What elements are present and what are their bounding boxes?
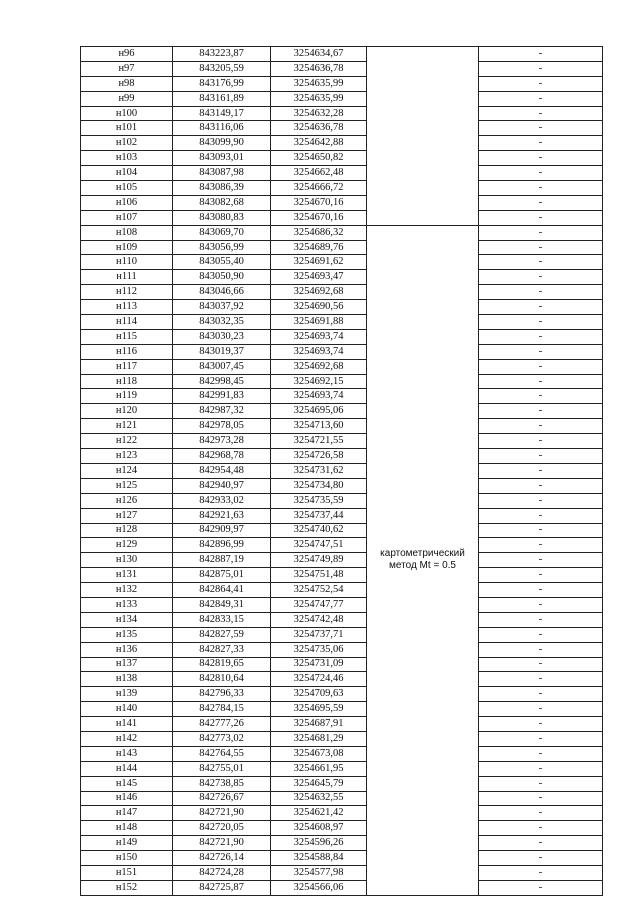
- point-number-cell: н126: [81, 493, 173, 508]
- point-number-cell: н110: [81, 255, 173, 270]
- coordinates-table: [80, 46, 603, 896]
- extra-cell: -: [479, 285, 603, 300]
- x-coordinate-cell: 843099,90: [173, 136, 271, 151]
- point-number-cell: н151: [81, 865, 173, 880]
- table-row: [81, 463, 603, 478]
- x-coordinate-cell: 842827,33: [173, 642, 271, 657]
- extra-cell: -: [479, 791, 603, 806]
- table-row: [81, 880, 603, 895]
- x-coordinate-cell: 842933,02: [173, 493, 271, 508]
- y-coordinate-cell: 3254690,56: [271, 300, 367, 315]
- extra-cell: -: [479, 61, 603, 76]
- x-coordinate-cell: 843205,59: [173, 61, 271, 76]
- extra-cell: -: [479, 806, 603, 821]
- y-coordinate-cell: 3254693,74: [271, 389, 367, 404]
- extra-cell: -: [479, 627, 603, 642]
- extra-cell: -: [479, 136, 603, 151]
- x-coordinate-cell: 843050,90: [173, 270, 271, 285]
- extra-cell: -: [479, 225, 603, 240]
- y-coordinate-cell: 3254636,78: [271, 121, 367, 136]
- y-coordinate-cell: 3254734,80: [271, 478, 367, 493]
- y-coordinate-cell: 3254662,48: [271, 166, 367, 181]
- point-number-cell: н97: [81, 61, 173, 76]
- point-number-cell: н113: [81, 300, 173, 315]
- point-number-cell: н144: [81, 761, 173, 776]
- extra-cell: -: [479, 315, 603, 330]
- x-coordinate-cell: 843055,40: [173, 255, 271, 270]
- table-row: [81, 627, 603, 642]
- y-coordinate-cell: 3254735,59: [271, 493, 367, 508]
- table-row: [81, 717, 603, 732]
- point-number-cell: н116: [81, 344, 173, 359]
- table-row: [81, 702, 603, 717]
- table-row: [81, 523, 603, 538]
- x-coordinate-cell: 843069,70: [173, 225, 271, 240]
- point-number-cell: н115: [81, 329, 173, 344]
- x-coordinate-cell: 843086,39: [173, 181, 271, 196]
- extra-cell: -: [479, 776, 603, 791]
- x-coordinate-cell: 842833,15: [173, 612, 271, 627]
- extra-cell: -: [479, 746, 603, 761]
- y-coordinate-cell: 3254695,06: [271, 404, 367, 419]
- x-coordinate-cell: 843161,89: [173, 91, 271, 106]
- extra-cell: -: [479, 523, 603, 538]
- table-row: [81, 210, 603, 225]
- x-coordinate-cell: 842909,97: [173, 523, 271, 538]
- x-coordinate-cell: 843087,98: [173, 166, 271, 181]
- extra-cell: -: [479, 166, 603, 181]
- y-coordinate-cell: 3254742,48: [271, 612, 367, 627]
- point-number-cell: н105: [81, 181, 173, 196]
- table-row: [81, 76, 603, 91]
- extra-cell: -: [479, 106, 603, 121]
- extra-cell: -: [479, 612, 603, 627]
- y-coordinate-cell: 3254632,28: [271, 106, 367, 121]
- y-coordinate-cell: 3254695,59: [271, 702, 367, 717]
- extra-cell: -: [479, 761, 603, 776]
- y-coordinate-cell: 3254691,62: [271, 255, 367, 270]
- table-row: [81, 434, 603, 449]
- y-coordinate-cell: 3254693,47: [271, 270, 367, 285]
- table-row: [81, 657, 603, 672]
- point-number-cell: н135: [81, 627, 173, 642]
- point-number-cell: н137: [81, 657, 173, 672]
- x-coordinate-cell: 842738,85: [173, 776, 271, 791]
- point-number-cell: н128: [81, 523, 173, 538]
- table-row: [81, 359, 603, 374]
- table-row: [81, 195, 603, 210]
- y-coordinate-cell: 3254751,48: [271, 568, 367, 583]
- table-row: [81, 493, 603, 508]
- point-number-cell: н142: [81, 731, 173, 746]
- x-coordinate-cell: 843037,92: [173, 300, 271, 315]
- table-row: [81, 612, 603, 627]
- y-coordinate-cell: 3254721,55: [271, 434, 367, 449]
- extra-cell: -: [479, 419, 603, 434]
- y-coordinate-cell: 3254621,42: [271, 806, 367, 821]
- table-row: [81, 851, 603, 866]
- point-number-cell: н106: [81, 195, 173, 210]
- table-row: [81, 374, 603, 389]
- point-number-cell: н100: [81, 106, 173, 121]
- y-coordinate-cell: 3254737,44: [271, 508, 367, 523]
- point-number-cell: н145: [81, 776, 173, 791]
- table-row: [81, 225, 603, 240]
- table-row: [81, 865, 603, 880]
- extra-cell: -: [479, 597, 603, 612]
- y-coordinate-cell: 3254692,15: [271, 374, 367, 389]
- extra-cell: -: [479, 359, 603, 374]
- table-row: [81, 404, 603, 419]
- x-coordinate-cell: 843019,37: [173, 344, 271, 359]
- table-row: [81, 255, 603, 270]
- y-coordinate-cell: 3254735,06: [271, 642, 367, 657]
- table-row: [81, 672, 603, 687]
- extra-cell: -: [479, 210, 603, 225]
- y-coordinate-cell: 3254635,99: [271, 76, 367, 91]
- y-coordinate-cell: 3254731,62: [271, 463, 367, 478]
- extra-cell: -: [479, 865, 603, 880]
- y-coordinate-cell: 3254670,16: [271, 195, 367, 210]
- x-coordinate-cell: 842726,67: [173, 791, 271, 806]
- table-row: [81, 776, 603, 791]
- table-row: [81, 553, 603, 568]
- x-coordinate-cell: 842921,63: [173, 508, 271, 523]
- x-coordinate-cell: 842864,41: [173, 583, 271, 598]
- point-number-cell: н127: [81, 508, 173, 523]
- point-number-cell: н103: [81, 151, 173, 166]
- table-row: [81, 61, 603, 76]
- extra-cell: -: [479, 344, 603, 359]
- x-coordinate-cell: 843149,17: [173, 106, 271, 121]
- point-number-cell: н138: [81, 672, 173, 687]
- point-number-cell: н122: [81, 434, 173, 449]
- point-number-cell: н125: [81, 478, 173, 493]
- y-coordinate-cell: 3254731,09: [271, 657, 367, 672]
- y-coordinate-cell: 3254693,74: [271, 329, 367, 344]
- extra-cell: -: [479, 463, 603, 478]
- extra-cell: -: [479, 702, 603, 717]
- table-row: [81, 91, 603, 106]
- table-row: [81, 181, 603, 196]
- x-coordinate-cell: 842755,01: [173, 761, 271, 776]
- extra-cell: -: [479, 687, 603, 702]
- table-row: [81, 746, 603, 761]
- extra-cell: -: [479, 851, 603, 866]
- y-coordinate-cell: 3254740,62: [271, 523, 367, 538]
- extra-cell: -: [479, 553, 603, 568]
- extra-cell: -: [479, 642, 603, 657]
- extra-cell: -: [479, 672, 603, 687]
- extra-cell: -: [479, 91, 603, 106]
- y-coordinate-cell: 3254588,84: [271, 851, 367, 866]
- point-number-cell: н96: [81, 47, 173, 62]
- y-coordinate-cell: 3254724,46: [271, 672, 367, 687]
- y-coordinate-cell: 3254632,55: [271, 791, 367, 806]
- table-row: [81, 478, 603, 493]
- x-coordinate-cell: 842773,02: [173, 731, 271, 746]
- point-number-cell: н99: [81, 91, 173, 106]
- extra-cell: -: [479, 836, 603, 851]
- point-number-cell: н140: [81, 702, 173, 717]
- table-row: [81, 329, 603, 344]
- table-row: [81, 285, 603, 300]
- x-coordinate-cell: 843032,35: [173, 315, 271, 330]
- extra-cell: -: [479, 255, 603, 270]
- table-row: [81, 151, 603, 166]
- point-number-cell: н109: [81, 240, 173, 255]
- x-coordinate-cell: 842764,55: [173, 746, 271, 761]
- table-row: [81, 836, 603, 851]
- point-number-cell: н133: [81, 597, 173, 612]
- y-coordinate-cell: 3254709,63: [271, 687, 367, 702]
- extra-cell: -: [479, 493, 603, 508]
- point-number-cell: н123: [81, 449, 173, 464]
- y-coordinate-cell: 3254691,88: [271, 315, 367, 330]
- extra-cell: -: [479, 47, 603, 62]
- table-row: [81, 538, 603, 553]
- extra-cell: -: [479, 568, 603, 583]
- table-row: [81, 761, 603, 776]
- y-coordinate-cell: 3254666,72: [271, 181, 367, 196]
- x-coordinate-cell: 842991,83: [173, 389, 271, 404]
- y-coordinate-cell: 3254661,95: [271, 761, 367, 776]
- x-coordinate-cell: 842724,28: [173, 865, 271, 880]
- y-coordinate-cell: 3254673,08: [271, 746, 367, 761]
- x-coordinate-cell: 842720,05: [173, 821, 271, 836]
- point-number-cell: н149: [81, 836, 173, 851]
- extra-cell: -: [479, 300, 603, 315]
- x-coordinate-cell: 842940,97: [173, 478, 271, 493]
- y-coordinate-cell: 3254577,98: [271, 865, 367, 880]
- table-row: [81, 300, 603, 315]
- x-coordinate-cell: 842819,65: [173, 657, 271, 672]
- y-coordinate-cell: 3254670,16: [271, 210, 367, 225]
- x-coordinate-cell: 842887,19: [173, 553, 271, 568]
- x-coordinate-cell: 843046,66: [173, 285, 271, 300]
- x-coordinate-cell: 842726,14: [173, 851, 271, 866]
- point-number-cell: н131: [81, 568, 173, 583]
- extra-cell: -: [479, 404, 603, 419]
- table-row: [81, 315, 603, 330]
- extra-cell: -: [479, 121, 603, 136]
- table-row: [81, 106, 603, 121]
- extra-cell: -: [479, 389, 603, 404]
- point-number-cell: н139: [81, 687, 173, 702]
- point-number-cell: н108: [81, 225, 173, 240]
- x-coordinate-cell: 842721,90: [173, 806, 271, 821]
- point-number-cell: н132: [81, 583, 173, 598]
- point-number-cell: н150: [81, 851, 173, 866]
- point-number-cell: н121: [81, 419, 173, 434]
- extra-cell: -: [479, 449, 603, 464]
- x-coordinate-cell: 843080,83: [173, 210, 271, 225]
- point-number-cell: н102: [81, 136, 173, 151]
- x-coordinate-cell: 842954,48: [173, 463, 271, 478]
- x-coordinate-cell: 843056,99: [173, 240, 271, 255]
- point-number-cell: н107: [81, 210, 173, 225]
- x-coordinate-cell: 843030,23: [173, 329, 271, 344]
- y-coordinate-cell: 3254692,68: [271, 359, 367, 374]
- y-coordinate-cell: 3254692,68: [271, 285, 367, 300]
- y-coordinate-cell: 3254566,06: [271, 880, 367, 895]
- table-row: [81, 568, 603, 583]
- extra-cell: -: [479, 821, 603, 836]
- table-row: [81, 687, 603, 702]
- table-row: [81, 240, 603, 255]
- table-row: [81, 121, 603, 136]
- x-coordinate-cell: 842725,87: [173, 880, 271, 895]
- x-coordinate-cell: 842998,45: [173, 374, 271, 389]
- point-number-cell: н143: [81, 746, 173, 761]
- point-number-cell: н148: [81, 821, 173, 836]
- y-coordinate-cell: 3254681,29: [271, 731, 367, 746]
- x-coordinate-cell: 843223,87: [173, 47, 271, 62]
- point-number-cell: н146: [81, 791, 173, 806]
- point-number-cell: н134: [81, 612, 173, 627]
- y-coordinate-cell: 3254686,32: [271, 225, 367, 240]
- x-coordinate-cell: 842973,28: [173, 434, 271, 449]
- y-coordinate-cell: 3254737,71: [271, 627, 367, 642]
- extra-cell: -: [479, 151, 603, 166]
- y-coordinate-cell: 3254747,77: [271, 597, 367, 612]
- x-coordinate-cell: 842896,99: [173, 538, 271, 553]
- x-coordinate-cell: 842827,59: [173, 627, 271, 642]
- table-row: [81, 47, 603, 62]
- point-number-cell: н152: [81, 880, 173, 895]
- y-coordinate-cell: 3254687,91: [271, 717, 367, 732]
- point-number-cell: н141: [81, 717, 173, 732]
- table-row: [81, 642, 603, 657]
- extra-cell: -: [479, 731, 603, 746]
- y-coordinate-cell: 3254596,26: [271, 836, 367, 851]
- point-number-cell: н98: [81, 76, 173, 91]
- extra-cell: -: [479, 538, 603, 553]
- y-coordinate-cell: 3254608,97: [271, 821, 367, 836]
- coordinates-table-body: [81, 47, 603, 896]
- y-coordinate-cell: 3254693,74: [271, 344, 367, 359]
- y-coordinate-cell: 3254645,79: [271, 776, 367, 791]
- y-coordinate-cell: 3254650,82: [271, 151, 367, 166]
- x-coordinate-cell: 843093,01: [173, 151, 271, 166]
- y-coordinate-cell: 3254749,89: [271, 553, 367, 568]
- method-cell-upper: [367, 47, 479, 226]
- y-coordinate-cell: 3254642,88: [271, 136, 367, 151]
- point-number-cell: н117: [81, 359, 173, 374]
- y-coordinate-cell: 3254689,76: [271, 240, 367, 255]
- x-coordinate-cell: 842849,31: [173, 597, 271, 612]
- x-coordinate-cell: 842777,26: [173, 717, 271, 732]
- extra-cell: -: [479, 240, 603, 255]
- y-coordinate-cell: 3254752,54: [271, 583, 367, 598]
- extra-cell: -: [479, 434, 603, 449]
- point-number-cell: н112: [81, 285, 173, 300]
- x-coordinate-cell: 842978,05: [173, 419, 271, 434]
- y-coordinate-cell: 3254747,51: [271, 538, 367, 553]
- point-number-cell: н118: [81, 374, 173, 389]
- x-coordinate-cell: 842784,15: [173, 702, 271, 717]
- point-number-cell: н101: [81, 121, 173, 136]
- extra-cell: -: [479, 880, 603, 895]
- table-row: [81, 583, 603, 598]
- point-number-cell: н104: [81, 166, 173, 181]
- table-row: [81, 449, 603, 464]
- point-number-cell: н136: [81, 642, 173, 657]
- table-row: [81, 806, 603, 821]
- extra-cell: -: [479, 583, 603, 598]
- x-coordinate-cell: 842968,78: [173, 449, 271, 464]
- point-number-cell: н124: [81, 463, 173, 478]
- table-row: [81, 270, 603, 285]
- extra-cell: -: [479, 717, 603, 732]
- table-row: [81, 419, 603, 434]
- y-coordinate-cell: 3254726,58: [271, 449, 367, 464]
- extra-cell: -: [479, 270, 603, 285]
- y-coordinate-cell: 3254636,78: [271, 61, 367, 76]
- table-row: [81, 731, 603, 746]
- extra-cell: -: [479, 657, 603, 672]
- point-number-cell: н129: [81, 538, 173, 553]
- table-row: [81, 344, 603, 359]
- table-row: [81, 508, 603, 523]
- point-number-cell: н147: [81, 806, 173, 821]
- extra-cell: -: [479, 195, 603, 210]
- x-coordinate-cell: 843116,06: [173, 121, 271, 136]
- extra-cell: -: [479, 329, 603, 344]
- table-row: [81, 597, 603, 612]
- table-row: [81, 166, 603, 181]
- x-coordinate-cell: 843082,68: [173, 195, 271, 210]
- point-number-cell: н111: [81, 270, 173, 285]
- y-coordinate-cell: 3254635,99: [271, 91, 367, 106]
- x-coordinate-cell: 843176,99: [173, 76, 271, 91]
- table-row: [81, 821, 603, 836]
- y-coordinate-cell: 3254713,60: [271, 419, 367, 434]
- table-row: [81, 389, 603, 404]
- extra-cell: -: [479, 374, 603, 389]
- table-row: [81, 791, 603, 806]
- method-cell: [367, 225, 479, 895]
- table-row: [81, 136, 603, 151]
- x-coordinate-cell: 842810,64: [173, 672, 271, 687]
- point-number-cell: н120: [81, 404, 173, 419]
- point-number-cell: н114: [81, 315, 173, 330]
- extra-cell: -: [479, 508, 603, 523]
- extra-cell: -: [479, 76, 603, 91]
- y-coordinate-cell: 3254634,67: [271, 47, 367, 62]
- x-coordinate-cell: 842987,32: [173, 404, 271, 419]
- point-number-cell: н119: [81, 389, 173, 404]
- x-coordinate-cell: 842875,01: [173, 568, 271, 583]
- extra-cell: -: [479, 478, 603, 493]
- point-number-cell: н130: [81, 553, 173, 568]
- x-coordinate-cell: 842721,90: [173, 836, 271, 851]
- method-note: картометрический метод Mt = 0.5: [380, 548, 465, 572]
- x-coordinate-cell: 842796,33: [173, 687, 271, 702]
- extra-cell: -: [479, 181, 603, 196]
- x-coordinate-cell: 843007,45: [173, 359, 271, 374]
